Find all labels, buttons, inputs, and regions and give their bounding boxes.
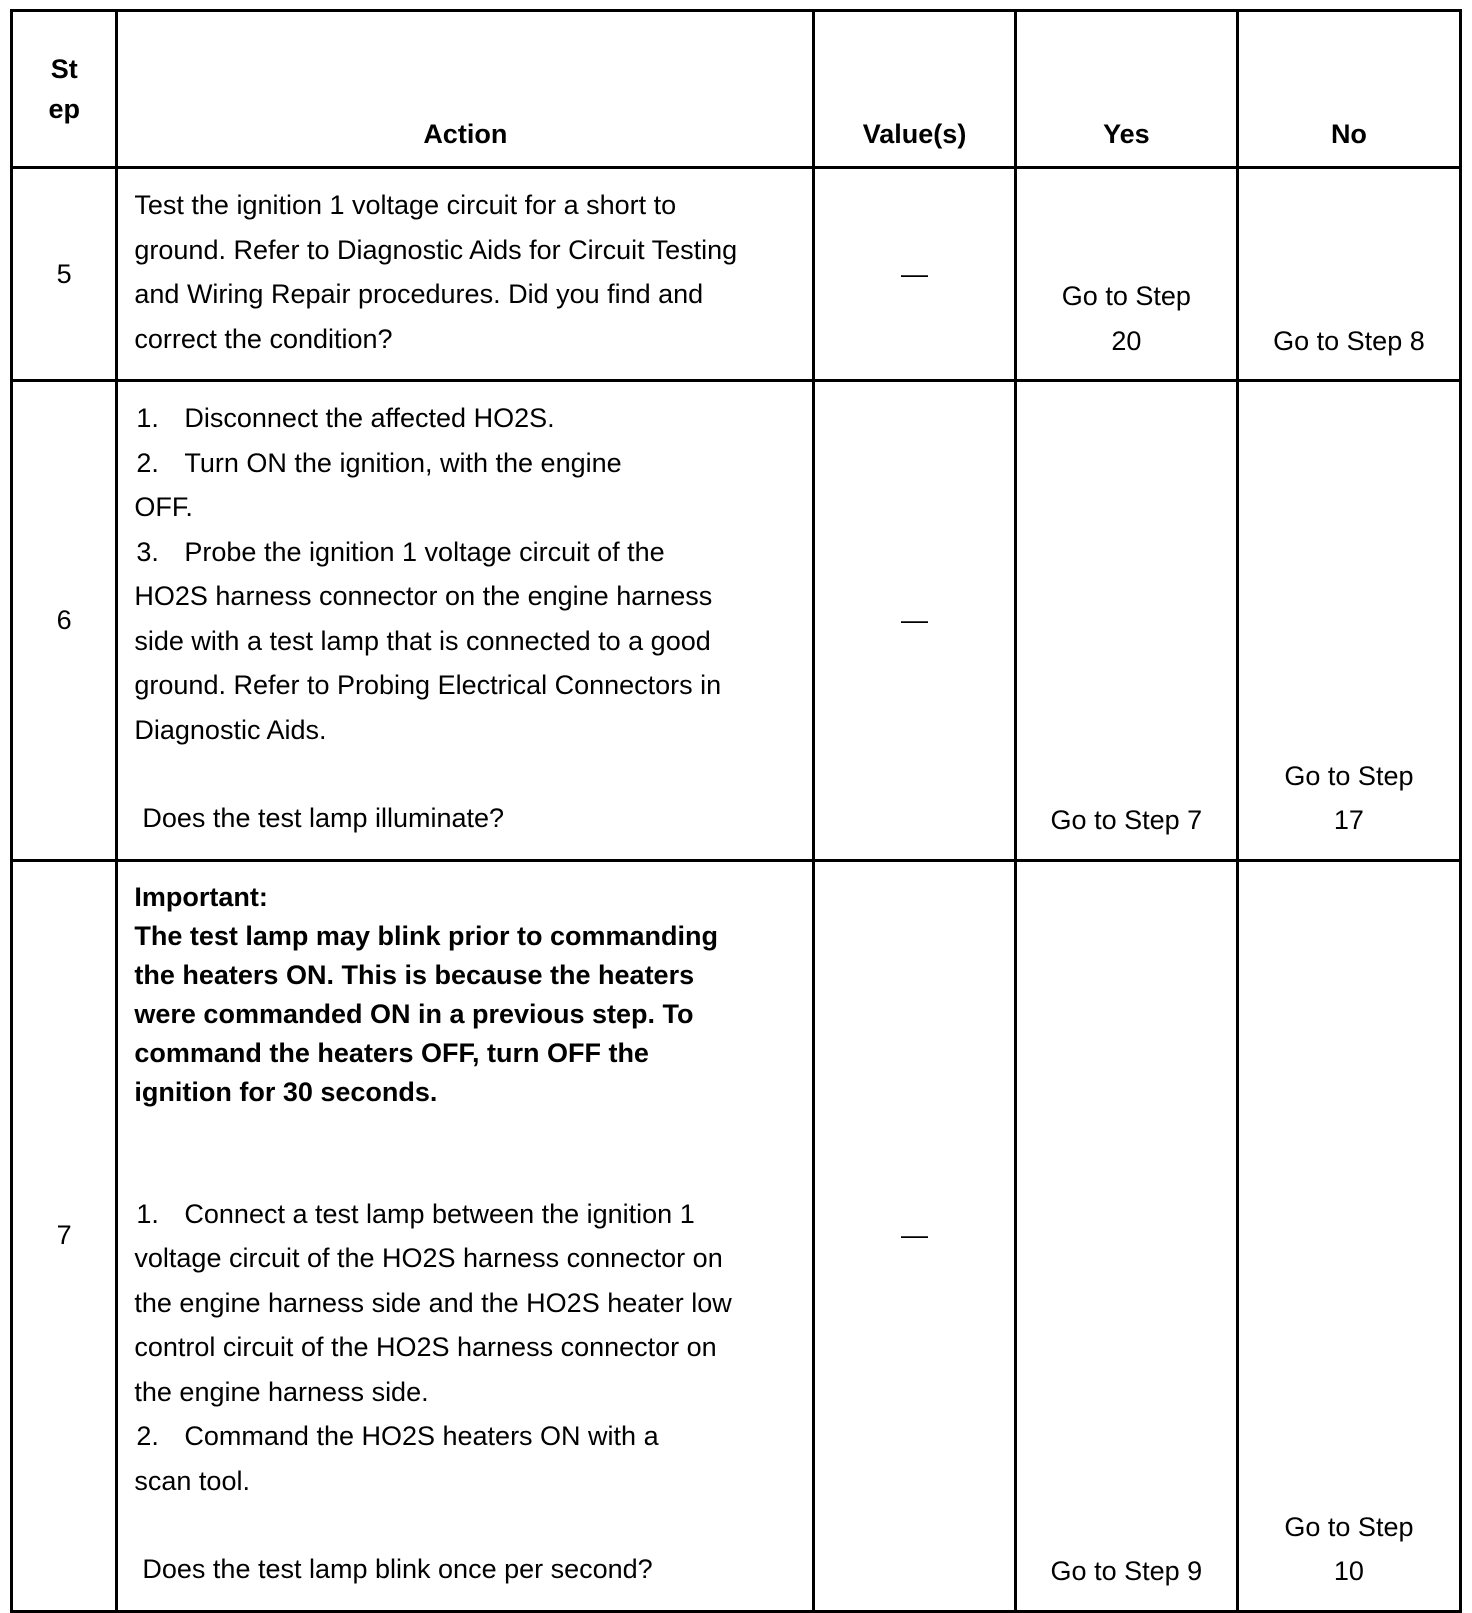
diagnostic-table [10, 9, 1462, 1613]
list-text: Disconnect the affected HO2S. [184, 403, 555, 433]
no-cell [1237, 168, 1460, 381]
value-cell: — [814, 860, 1016, 1611]
yes-cell [1015, 860, 1237, 1611]
header-step [12, 11, 117, 168]
list-text: Command the HO2S heaters ON with a scan tool. [134, 1421, 659, 1496]
list-item [134, 1414, 694, 1503]
list-item [134, 530, 744, 753]
no-text: Go to Step 17 [1284, 760, 1414, 835]
table-row [12, 381, 1461, 861]
action-cell [117, 860, 814, 1611]
no-text: Go to Step 10 [1284, 1511, 1414, 1586]
question-text: Does the test lamp blink once per second? [142, 1554, 653, 1584]
header-row [12, 11, 1461, 168]
header-action: Action [117, 11, 814, 168]
no-text: Go to Step 8 [1273, 325, 1425, 356]
step-number: 6 [12, 381, 117, 861]
yes-cell [1015, 168, 1237, 381]
table-row [12, 168, 1461, 381]
list-text: Turn ON the ignition, with the engine OFF. [134, 447, 622, 522]
list-number: 1. [136, 1198, 159, 1229]
list-number: 3. [136, 536, 159, 567]
header-step-line2: ep [48, 94, 80, 124]
list-item [134, 441, 634, 530]
action-cell [117, 381, 814, 861]
yes-cell [1015, 381, 1237, 861]
list-text: Probe the ignition 1 voltage circuit of the HO2S harness connector on the engine harness side with a test lamp that is connected to a good ground. Refer to Probing Electrical Connectors in Diagnostic Aids. [134, 536, 722, 745]
action-text: Test the ignition 1 voltage circuit for a short to ground. Refer to Diagnostic Aids for Circuit Testing and Wiring Repair procedures. Did you find and correct the condition? [134, 190, 738, 354]
table-row [12, 860, 1461, 1611]
header-no: No [1237, 11, 1460, 168]
yes-text: Go to Step 7 [1050, 805, 1203, 835]
list-item [134, 396, 794, 441]
no-cell [1237, 381, 1460, 861]
value-cell: — [814, 168, 1016, 381]
important-label: Important: [134, 881, 268, 912]
list-item [134, 1192, 754, 1415]
header-values: Value(s) [814, 11, 1016, 168]
header-yes: Yes [1015, 11, 1237, 168]
yes-text: Go to Step 20 [1061, 281, 1191, 356]
no-cell [1237, 860, 1460, 1611]
list-number: 1. [136, 403, 159, 433]
step-number: 5 [12, 168, 117, 381]
important-text: The test lamp may blink prior to commanding the heaters ON. This is because the heaters were commanded ON in a previous step. To command the heaters OFF, turn OFF the ignition for 30 seconds. [134, 920, 718, 1107]
yes-text: Go to Step 9 [1050, 1556, 1203, 1586]
step-number: 7 [12, 860, 117, 1611]
list-text: Connect a test lamp between the ignition 1 voltage circuit of the HO2S harness connector on the engine harness side and the HO2S heater low control circuit of the HO2S harness connector on the engine harness side. [134, 1198, 732, 1407]
list-number: 2. [136, 447, 159, 478]
action-cell [117, 168, 814, 381]
header-step-line1: St [50, 54, 78, 84]
value-cell: — [814, 381, 1016, 861]
list-number: 2. [136, 1421, 159, 1451]
question-text: Does the test lamp illuminate? [142, 803, 505, 833]
